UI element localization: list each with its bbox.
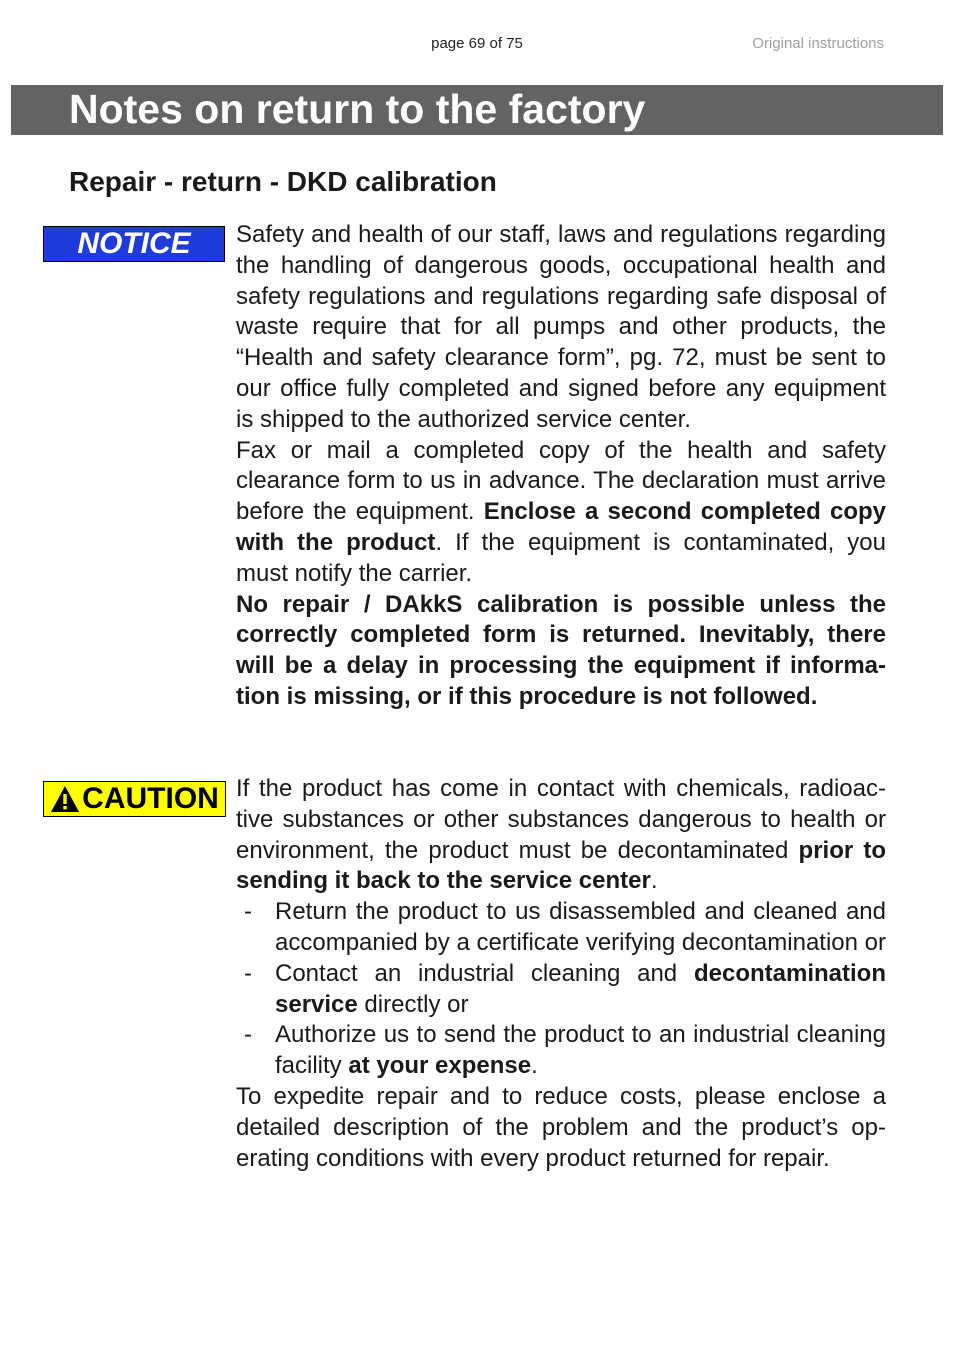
- section-heading: Repair - return - DKD calibration: [69, 166, 497, 197]
- notice-paragraph-3-bold: No repair / DAkkS calibration is possible unless the correctly completed form is returned. Inevitably, there will be a delay in processing the equipment if information is missing, or if this procedure is not followed.: [236, 590, 886, 710]
- notice-paragraph-2-bold: Enclose a second completed copy with the product: [236, 498, 887, 556]
- caution-badge: [43, 781, 226, 817]
- bullet-text-bold: decontamination service: [275, 959, 886, 1018]
- caution-text-block: [236, 774, 886, 1174]
- list-item: [236, 1020, 886, 1082]
- bullet-marker: -: [244, 898, 252, 926]
- warning-triangle-icon: [50, 785, 80, 813]
- page-number: page 69 of 75: [431, 35, 523, 52]
- notice-paragraph-2-text-b: . If the equipment is contaminated, you must notify the carrier.: [236, 528, 886, 587]
- bullet-text: Return the product to us disassembled and cleaned and accompanied by a certificate verifying decontamination or: [275, 898, 886, 956]
- list-item: [236, 897, 886, 959]
- notice-paragraph-2: [236, 436, 886, 590]
- bullet-marker: -: [244, 1021, 252, 1049]
- notice-badge: NOTICE: [43, 226, 225, 262]
- caution-badge-label: CAUTION: [82, 782, 219, 815]
- bullet-marker: -: [244, 959, 252, 987]
- caution-paragraph-1: [236, 774, 886, 897]
- caution-paragraph-1-text-a: If the product has come in contact with chemicals, radioactive substances or other substances dangerous to health or environment, the product must be decontaminated: [236, 775, 886, 864]
- title-bar: [11, 85, 943, 135]
- bullet-text-b: directly or: [357, 990, 469, 1018]
- notice-paragraph-2-text-a: Fax or mail a completed copy of the health and safety clearance form to us in advance. The declaration must arrive before the equipment.: [236, 436, 886, 526]
- caution-paragraph-2: To expedite repair and to reduce costs, please enclose a detailed description of the problem and the product’s operating conditions with every product returned for repair.: [236, 1082, 886, 1172]
- bullet-text-a: Contact an industrial cleaning and: [275, 959, 694, 987]
- caution-paragraph-1-bold: prior to sending it back to the service center: [236, 836, 886, 895]
- bullet-text-b: .: [531, 1052, 538, 1080]
- caution-bullet-list: [236, 897, 886, 1082]
- notice-text-block: [236, 220, 886, 713]
- caution-paragraph-1-text-b: .: [650, 867, 658, 895]
- bullet-text-a: Authorize us to send the product to an industrial cleaning facility: [275, 1021, 886, 1080]
- document-type-label: Original instructions: [752, 35, 884, 52]
- notice-paragraph-3: [236, 590, 886, 713]
- notice-paragraph-1: Safety and health of our staff, laws and regulations regarding the handling of dangerous goods, occupational health and safety regulations and regulations regarding safe disposal of waste require that for all pumps and other products, the “Health and safety clearance form”, pg. 72, must be sent to our office fully completed and signed before any equipment is shipped to the authorized service center.: [236, 221, 886, 433]
- page-title: Notes on return to the factory: [69, 86, 646, 132]
- list-item: [236, 959, 886, 1021]
- bullet-text-bold: at your expense: [348, 1052, 532, 1080]
